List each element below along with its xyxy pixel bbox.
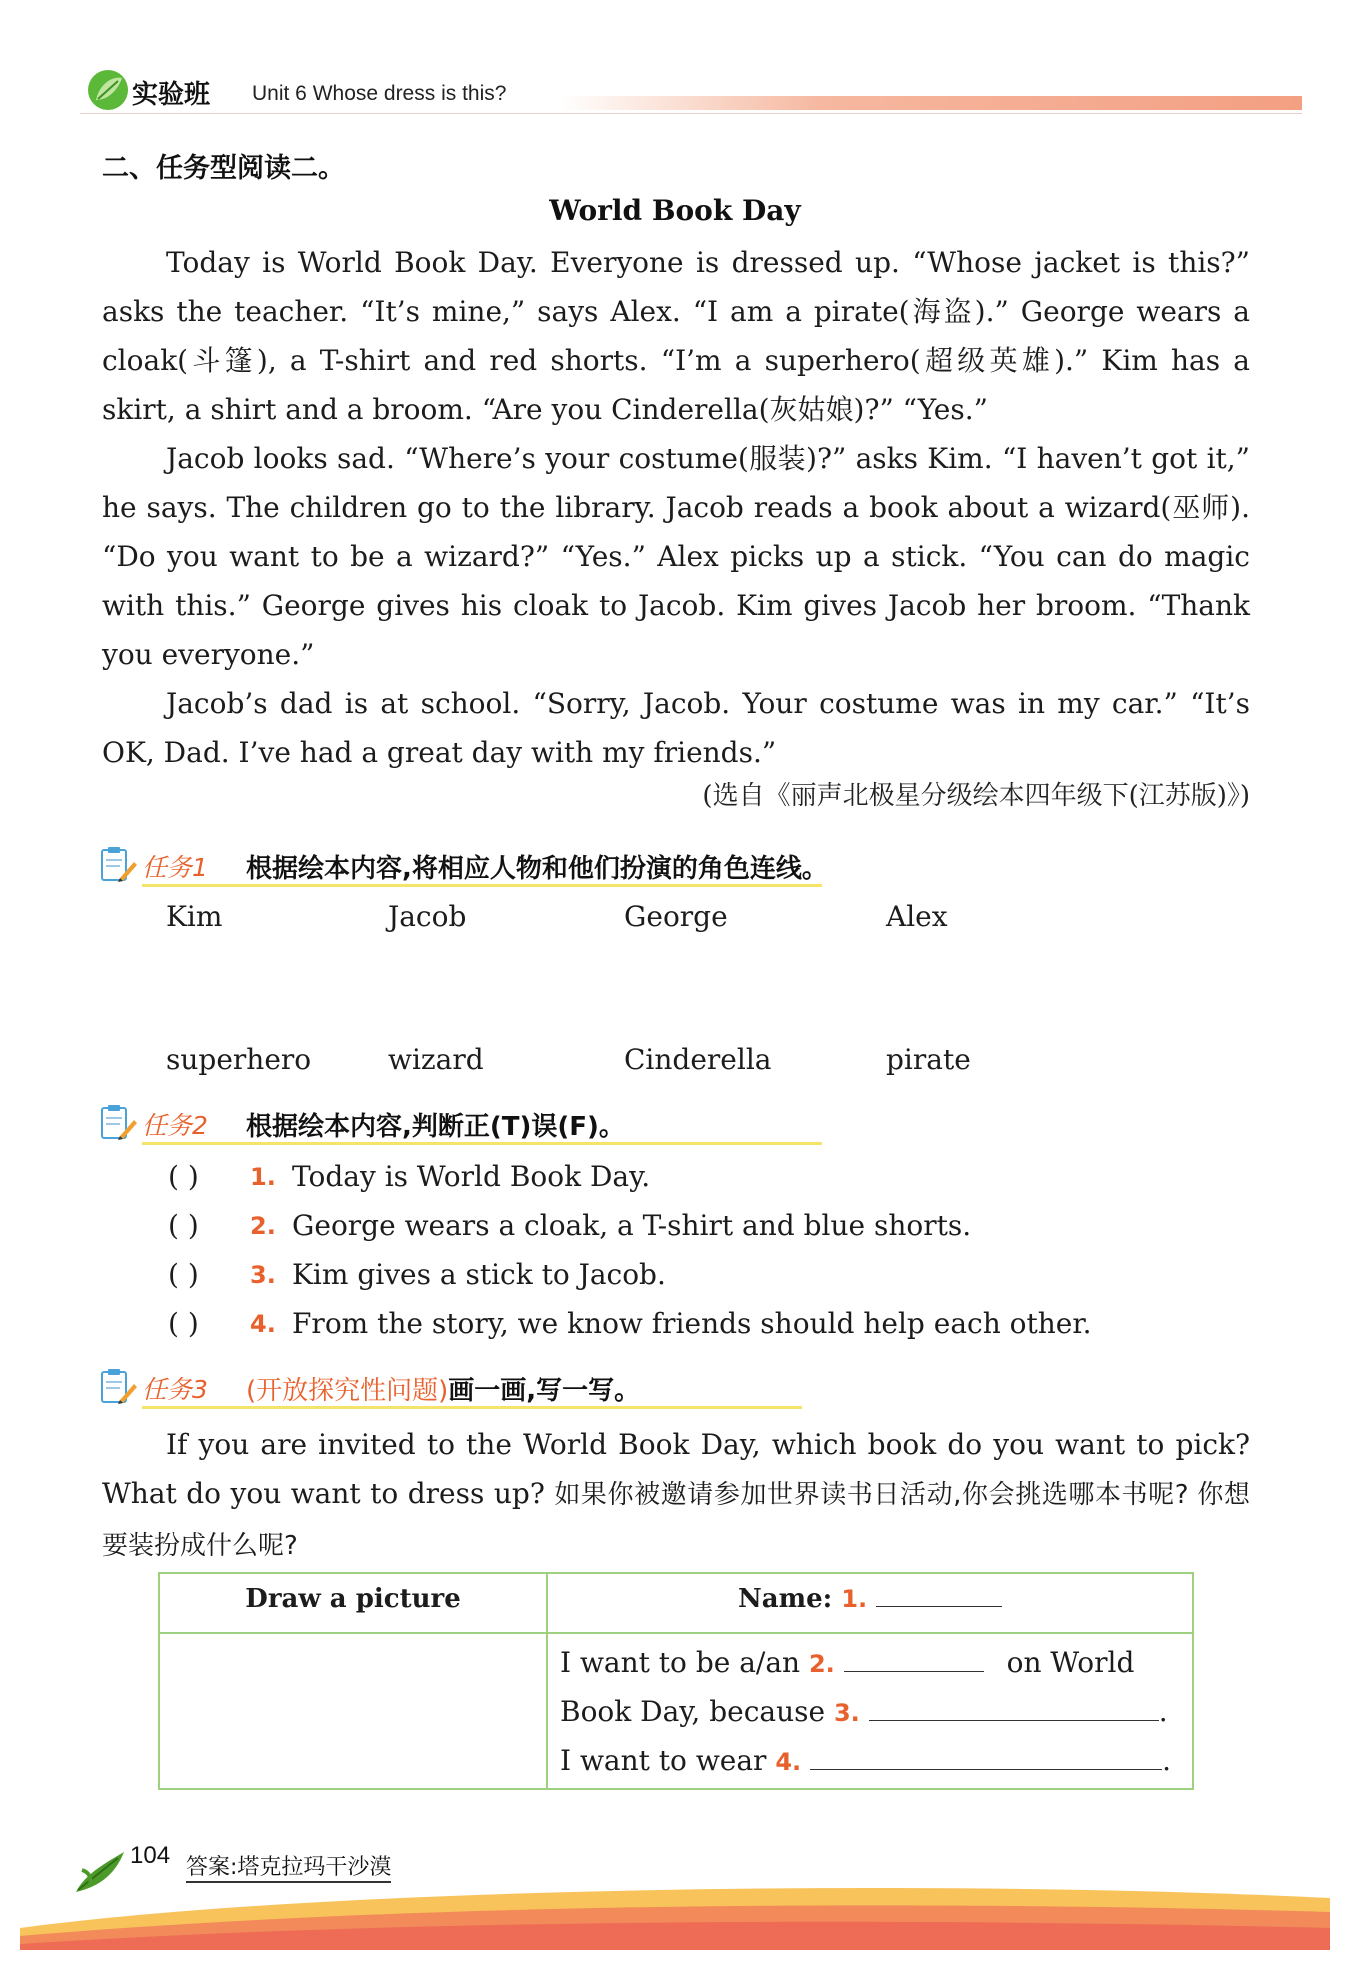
- role-name: Cinderella: [624, 1043, 772, 1076]
- line-text: Book Day, because: [560, 1695, 826, 1728]
- story-paragraph: Today is World Book Day. Everyone is dressed up. “Whose jacket is this?” asks the teacher. “It’s mine,” says Alex. “I am a pirate(海盗).” George wears a cloak(斗篷), a T-shirt and red shorts. “I’m a superhero(超级英雄).” Kim has a skirt, a shirt and a broom. “Are you Cinderella(灰姑娘)?” “Yes.”: [102, 246, 1250, 426]
- task3-label: 任务3: [142, 1375, 208, 1404]
- clipboard-pencil-icon: [98, 844, 138, 884]
- role-name: superhero: [166, 1043, 312, 1076]
- item-number: 3.: [250, 1261, 276, 1289]
- open-question-tag: (开放探究性问题): [246, 1376, 449, 1406]
- header-divider: [80, 113, 1302, 114]
- role-name: wizard: [388, 1043, 484, 1076]
- line-text: on World: [1006, 1646, 1135, 1679]
- table-line-1: [560, 1646, 1134, 1679]
- blank-number: 1.: [841, 1585, 868, 1613]
- line-text: I want to be a/an: [560, 1646, 801, 1679]
- question-chinese: 如果你被邀请参加世界读书日活动,你会挑选哪本书呢? 你想要装扮成什么呢?: [102, 1480, 1250, 1561]
- reason-blank[interactable]: [869, 1698, 1159, 1721]
- role-name: pirate: [886, 1043, 971, 1076]
- unit-title: Unit 6 Whose dress is this?: [252, 82, 507, 105]
- table-line-2: [560, 1695, 1168, 1728]
- person-name: George: [624, 900, 728, 933]
- table-line-3: [560, 1744, 1171, 1777]
- name-blank[interactable]: [876, 1584, 1002, 1607]
- name-header: [738, 1584, 1002, 1614]
- line-text: I want to wear: [560, 1744, 767, 1777]
- period: .: [1162, 1744, 1171, 1777]
- question-english: If you are invited to the World Book Day, which book do you want to pick? What do you want to dress up?: [102, 1428, 1250, 1510]
- item-statement: George wears a cloak, a T-shirt and blue shorts.: [292, 1209, 972, 1242]
- task3-question: [102, 1420, 1250, 1571]
- story-paragraph: Jacob looks sad. “Where’s your costume(服装)?” asks Kim. “I haven’t got it,” he says. The children go to the library. Jacob reads a book about a wizard(巫师). “Do you want to be a wizard?” “Yes.” Alex picks up a stick. “You can do magic with this.” George gives his cloak to Jacob. Kim gives Jacob her broom. “Thank you everyone.”: [102, 442, 1250, 671]
- wear-blank[interactable]: [810, 1747, 1162, 1770]
- period: .: [1158, 1695, 1168, 1728]
- item-statement: From the story, we know friends should help each other.: [292, 1307, 1092, 1340]
- task1-heading: [98, 842, 828, 890]
- task3-instruction-text: 画一画,写一写。: [448, 1376, 641, 1406]
- blank-number: 3.: [833, 1699, 860, 1727]
- task2-heading: [98, 1100, 738, 1148]
- name-label: Name:: [738, 1584, 833, 1614]
- blank-number: 4.: [775, 1748, 802, 1776]
- brand-title: 实验班: [132, 80, 211, 110]
- task1-label: 任务1: [142, 853, 208, 882]
- role-blank[interactable]: [844, 1649, 984, 1672]
- task1-instruction: 根据绘本内容,将相应人物和他们扮演的角色连线。: [246, 854, 828, 884]
- answer-blank[interactable]: ( ): [168, 1258, 199, 1291]
- story-title: World Book Day: [549, 194, 801, 227]
- section-title: 二、任务型阅读二。: [102, 153, 345, 184]
- answer-blank[interactable]: ( ): [168, 1209, 199, 1242]
- blank-number: 2.: [808, 1650, 835, 1678]
- person-name: Kim: [166, 900, 223, 933]
- story-paragraph: Jacob’s dad is at school. “Sorry, Jacob. Your costume was in my car.” “It’s OK, Dad. I’ve had a great day with my friends.”: [102, 687, 1250, 769]
- page-number: 104: [130, 1842, 171, 1869]
- story-text: [102, 238, 1250, 777]
- answer-table: [158, 1572, 1194, 1790]
- header-decoration-bar: [560, 96, 1302, 110]
- item-statement: Today is World Book Day.: [292, 1160, 651, 1193]
- page-header: [80, 68, 1300, 114]
- clipboard-pencil-icon: [98, 1102, 138, 1142]
- draw-header: Draw a picture: [245, 1584, 461, 1614]
- leaf-logo-icon: [86, 68, 130, 112]
- footer-decoration-band: [20, 1888, 1330, 1950]
- task1-underline: [142, 884, 822, 887]
- task3-instruction: [246, 1370, 640, 1407]
- footer-answer: 答案:塔克拉玛干沙漠: [186, 1850, 391, 1883]
- item-number: 1.: [250, 1163, 276, 1191]
- answer-blank[interactable]: ( ): [168, 1307, 199, 1340]
- task2-label: 任务2: [142, 1111, 208, 1140]
- task3-heading: [98, 1364, 818, 1412]
- draw-area[interactable]: [160, 1634, 546, 1788]
- person-name: Alex: [886, 900, 948, 933]
- task2-instruction: 根据绘本内容,判断正(T)误(F)。: [246, 1112, 625, 1142]
- clipboard-pencil-icon: [98, 1366, 138, 1406]
- person-name: Jacob: [388, 900, 467, 933]
- item-statement: Kim gives a stick to Jacob.: [292, 1258, 666, 1291]
- item-number: 2.: [250, 1212, 276, 1240]
- story-source: (选自《丽声北极星分级绘本四年级下(江苏版)》): [702, 781, 1250, 811]
- answer-blank[interactable]: ( ): [168, 1160, 199, 1193]
- item-number: 4.: [250, 1310, 276, 1338]
- task3-underline: [142, 1406, 802, 1409]
- task2-underline: [142, 1142, 822, 1145]
- table-divider: [546, 1574, 548, 1788]
